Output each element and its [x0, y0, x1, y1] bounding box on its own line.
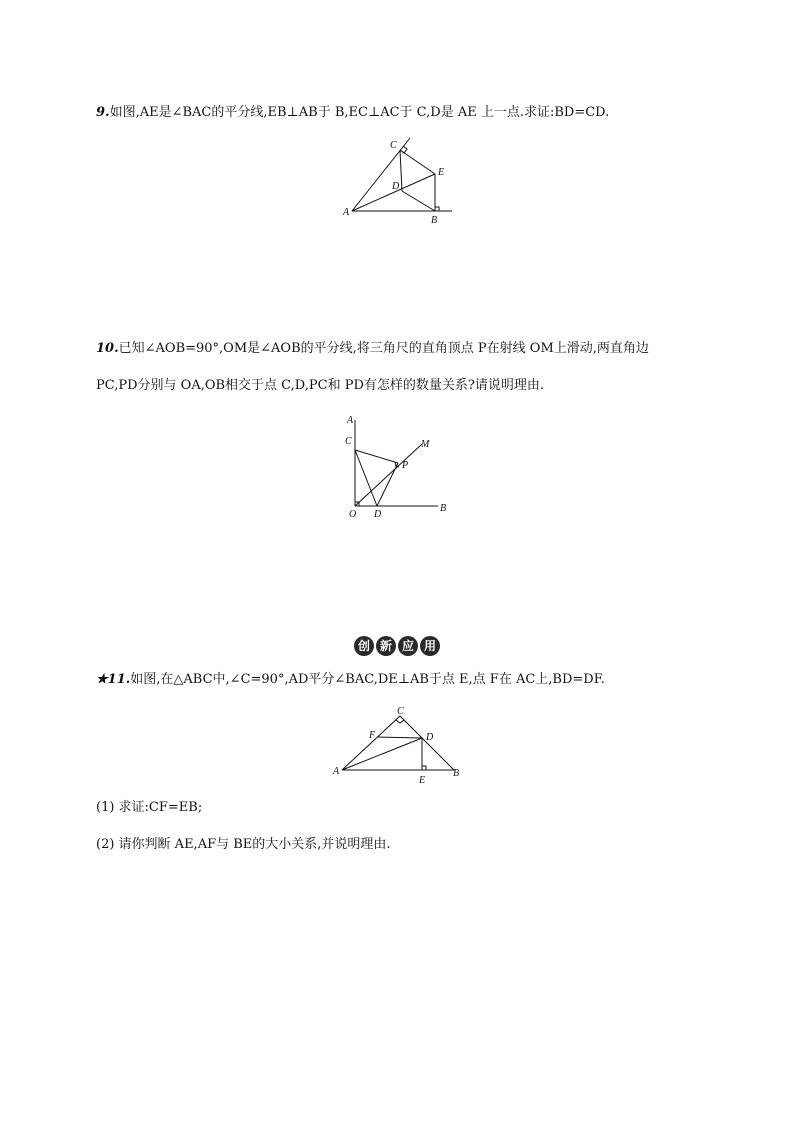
fig11-segment-fd	[378, 737, 422, 738]
question-11-text: 如图,在△ABC中,∠C=90°,AD平分∠BAC,DE⊥AB于点 E,点 F在 AC上,BD=DF.	[130, 672, 605, 687]
fig10-label-c: C	[345, 436, 352, 447]
question-10-number: 10.	[96, 341, 119, 356]
fig10-label-p: P	[402, 460, 409, 471]
fig10-label-d: D	[374, 509, 382, 520]
question-11-part1-text: (1) 求证:CF=EB;	[96, 800, 203, 815]
fig9-segment-bd	[402, 191, 435, 211]
fig9-label-b: B	[431, 215, 438, 226]
fig11-label-f: F	[369, 730, 376, 741]
question-9-text: 如图,AE是∠BAC的平分线,EB⊥AB于 B,EC⊥AC于 C,D是 AE 上一点.求证:BD=CD.	[109, 105, 610, 120]
fig9-segment-cd	[400, 150, 402, 191]
banner-char-4: 用	[420, 636, 440, 656]
fig11-label-a: A	[333, 766, 340, 777]
fig11-label-d: D	[426, 732, 434, 743]
fig11-label-e: E	[419, 775, 426, 786]
question-11-part2-text: (2) 请你判断 AE,AF与 BE的大小关系,并说明理由.	[96, 837, 391, 852]
fig9-label-a: A	[343, 207, 350, 218]
question-9-number: 9.	[96, 105, 110, 120]
fig10-segment-cp	[355, 450, 398, 463]
fig11-segment-ad	[342, 738, 422, 770]
figure-9	[340, 136, 460, 228]
fig10-segment-pd	[377, 463, 398, 506]
fig10-label-m: M	[421, 439, 430, 450]
fig10-label-o: O	[349, 509, 357, 520]
banner-char-2: 新	[376, 636, 396, 656]
question-10-line2	[96, 377, 544, 395]
fig11-right-angle-e	[422, 766, 426, 770]
fig11-label-b: B	[453, 768, 460, 779]
fig11-triangle-abc	[342, 716, 454, 770]
fig9-segment-ce	[400, 150, 435, 174]
fig9-segment-ae	[352, 174, 435, 211]
fig9-label-d: D	[392, 181, 400, 192]
fig9-right-angle-b	[435, 207, 439, 211]
fig10-label-b: B	[440, 503, 447, 514]
figure-11	[330, 704, 466, 790]
question-11-part2	[96, 836, 391, 854]
fig10-label-a: A	[347, 415, 354, 426]
fig9-label-e: E	[438, 167, 445, 178]
fig10-segment-cd	[355, 450, 377, 506]
section-banner	[354, 636, 440, 656]
fig11-right-angle-c	[396, 720, 404, 723]
question-10-line1	[96, 340, 649, 358]
figure-10	[340, 410, 450, 522]
question-10-text-line1: 已知∠AOB=90°,OM是∠AOB的平分线,将三角尺的直角顶点 P在射线 OM上滑动,两直角边	[118, 341, 649, 356]
question-11	[96, 671, 605, 689]
question-11-number: 11.	[107, 672, 131, 687]
banner-char-1: 创	[354, 636, 374, 656]
question-9	[96, 104, 609, 122]
banner-char-3: 应	[398, 636, 418, 656]
question-10-text-line2: PC,PD分别与 OA,OB相交于点 C,D,PC和 PD有怎样的数量关系?请说明理由.	[96, 378, 544, 393]
star-icon: ★	[96, 672, 108, 687]
fig9-label-c: C	[390, 140, 397, 151]
question-11-part1	[96, 799, 202, 817]
fig11-label-c: C	[397, 706, 404, 717]
